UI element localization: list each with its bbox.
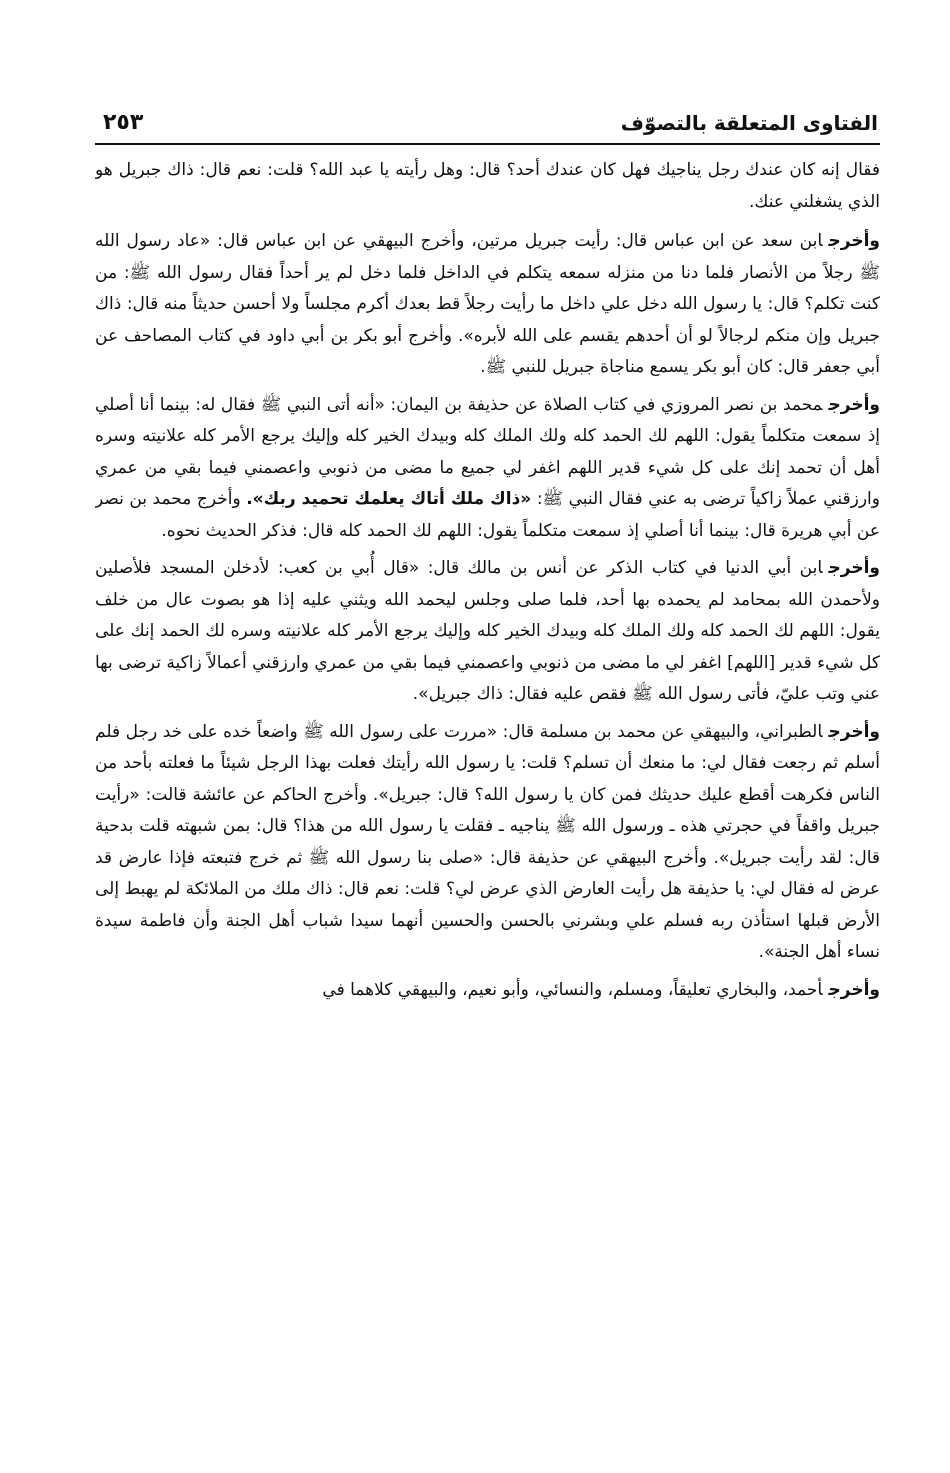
paragraph-3 (95, 390, 880, 548)
paragraph-lead: وأخرج (828, 394, 880, 415)
page-header (95, 95, 880, 145)
paragraph-tail: وأخرج محمد بن نصر عن أبي هريرة قال: بينما أنا أصلي إذ سمعت متكلماً يقول: اللهم لك الحمد كله قال: فذكر الحديث نحوه. (95, 489, 880, 541)
paragraph-text: الطبراني، والبيهقي عن محمد بن مسلمة قال: «مررت على رسول الله ﷺ واضعاً خده على خد رجل فلم أسلم ثم رجعت فقال لي: ما منعك أن تسلم؟ قلت: يا رسول الله رأيتك فعلت بهذا الرجل شيئاً ما فعلته بأحد من الناس فكرهت أقطع عليك حديثك فمن كان يا رسول الله؟ قال: جبريل». وأخرج الحاكم عن عائشة قالت: «رأيت جبريل واقفاً في حجرتي هذه ـ ورسول الله ﷺ يناجيه ـ فقلت يا رسول الله من هذا؟ قال: بمن شبهته قلت بدحية قال: لقد رأيت جبريل». وأخرج البيهقي عن حذيفة قال: «صلى بنا رسول الله ﷺ ثم خرج فتبعته فإذا عارض قد عرض له فقال لي: يا حذيفة هل رأيت العارض الذي عرض لي؟ قلت: نعم قال: ذاك ملك من الملائكة لم يهبط إلى الأرض قبلها استأذن ربه فسلم علي وبشرني بالحسن والحسين أنهما سيدا شباب أهل الجنة وأن فاطمة سيدة نساء أهل الجنة». (95, 721, 880, 962)
paragraph-1 (95, 155, 880, 218)
paragraph-lead: وأخرج (828, 558, 880, 578)
paragraph-5 (95, 717, 880, 969)
paragraph-text: محمد بن نصر المروزي في كتاب الصلاة عن حذيفة بن اليمان: «أنه أتى النبي ﷺ فقال له: بينما أنا أصلي إذ سمعت متكلماً يقول: اللهم لك الحمد كله ولك الملك كله وبيدك الخير كله وإليك يرجع الأمر كله علانيته وسره أهل أن تحمد إنك على كل شيء قدير اللهم اغفر لي جميع ما مضى من ذنوبي واعصمني فيما بقي من عمري وارزقني عملاً زاكياً ترضى به عني فقال النبي ﷺ: (95, 394, 880, 509)
paragraph-text: ابن أبي الدنيا في كتاب الذكر عن أنس بن مالك قال: «قال أُبي بن كعب: لأدخلن المسجد فلأصلين ولأحمدن الله بمحامد لم يحمده بها أحد، فلما صلى وجلس ليحمد الله ويثني عليه إذا هو بصوت عال من خلف يقول: اللهم لك الحمد كله ولك الملك كله وبيدك الخير كله وإليك يرجع الأمر كله علانيته وسره لك الحمد إنك على كل شيء قدير [اللهم] اغفر لي ما مضى من ذنوبي واعصمني فيما بقي من عمري وارزقني أعمالاً زاكية ترضى بها عني وتب عليّ، فأتى رسول الله ﷺ فقص عليه فقال: ذاك جبريل». (95, 558, 880, 704)
paragraph-lead: وأخرج (828, 721, 880, 742)
running-title: الفتاوى المتعلقة بالتصوّف (620, 111, 878, 135)
paragraph-4 (95, 553, 880, 711)
paragraph-6 (95, 975, 880, 1007)
book-page (95, 95, 880, 1435)
page-body (95, 145, 880, 1006)
bold-quote: «ذاك ملك أتاك يعلمك تحميد ربك». (246, 489, 532, 509)
paragraph-2 (95, 226, 880, 384)
paragraph-lead: وأخرج (828, 979, 880, 1000)
paragraph-text: ابن سعد عن ابن عباس قال: رأيت جبريل مرتين، وأخرج البيهقي عن ابن عباس قال: «عاد رسول الله ﷺ رجلاً من الأنصار فلما دنا من منزله سمعه يتكلم في الداخل فلما دخل لم ير أحداً فقال رسول الله ﷺ: من كنت تكلم؟ قال: يا رسول الله دخل علي داخل ما رأيت رجلاً قط بعدك أكرم مجلساً ولا أحسن حديثاً منه قال: ذاك جبريل وإن منكم لرجالاً لو أن أحدهم يقسم على الله لأبره». وأخرج أبو بكر بن أبي داود في كتاب المصاحف عن أبي جعفر قال: كان أبو بكر يسمع مناجاة جبريل للنبي ﷺ. (95, 231, 880, 377)
page-number: ٢٥٣ (103, 110, 144, 135)
paragraph-text: أحمد، والبخاري تعليقاً، ومسلم، والنسائي، وأبو نعيم، والبيهقي كلاهما في (322, 979, 823, 1000)
paragraph-text: فقال إنه كان عندك رجل يناجيك فهل كان عندك أحد؟ قال: وهل رأيته يا عبد الله؟ قلت: نعم قال: ذاك جبريل هو الذي يشغلني عنك. (95, 160, 880, 212)
paragraph-lead: وأخرج (828, 231, 880, 251)
